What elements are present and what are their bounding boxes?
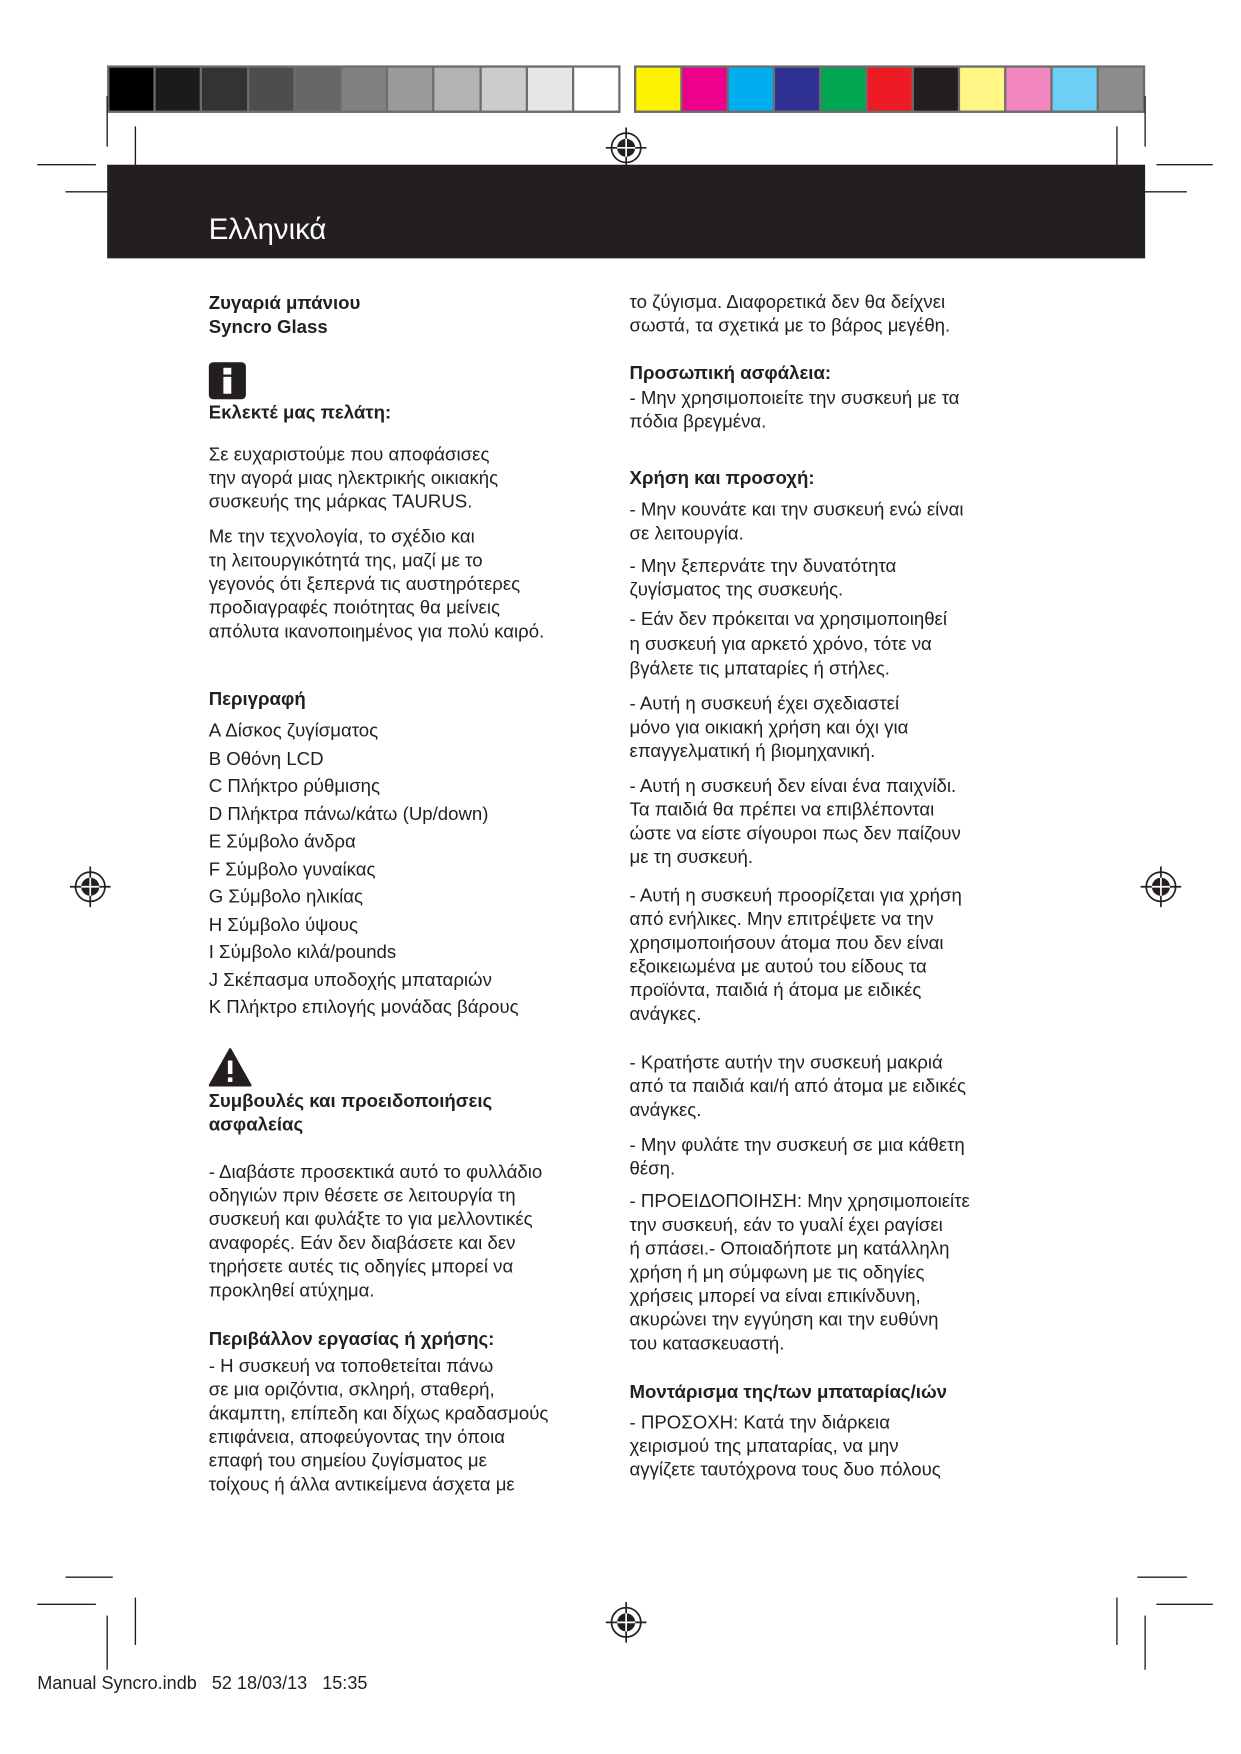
text-line: J Σκέπασμα υποδοχής μπαταριών: [208, 969, 492, 990]
text-line: σε λειτουργία.: [629, 523, 744, 544]
registration-mark-icon: [70, 866, 111, 907]
print-slug: Manual Syncro.indb 52 18/03/13 15:35: [37, 1674, 368, 1694]
safety-heading: [209, 1090, 492, 1137]
text-line: - Μην κουνάτε και την συσκευή ενώ είναι: [629, 499, 964, 521]
text-line: - ΠΡΟΣΟΧΗ: Κατά την διάρκεια: [629, 1412, 890, 1433]
registration-mark-icon: [606, 127, 647, 168]
text-line: - Μην χρησιμοποιείτε την συσκευή με τα: [629, 388, 960, 409]
text-line: I Σύμβολο κιλά/pounds: [208, 942, 397, 963]
personal-safety-heading: Προσωπική ασφάλεια:: [629, 363, 832, 384]
text-line: θέση.: [629, 1158, 676, 1179]
text-line: - Εάν δεν πρόκειται να χρησιμοποιηθεί: [629, 609, 948, 630]
text-line: το ζύγισμα. Διαφορετικά δεν θα δείχνει: [629, 292, 946, 313]
text-line: επαγγελματική ή βιομηχανική.: [629, 741, 876, 762]
description-heading: Περιγραφή: [208, 689, 306, 710]
text-line: - ΠΡΟΕΙΔΟΠΟΙΗΣΗ: Μην χρησιμοποιείτε: [629, 1191, 970, 1212]
text-line: ή σπάσει.- Οποιαδήποτε μη κατάλληλη: [629, 1238, 950, 1260]
text-line: Τα παιδιά θα πρέπει να επιβλέπονται: [629, 799, 935, 821]
description-list: [209, 718, 519, 1022]
text-line: ανάγκες.: [629, 1004, 702, 1025]
use-paragraph-1: [630, 499, 964, 546]
greeting-heading: Εκλεκτέ μας πελάτη:: [208, 402, 392, 424]
intro-paragraph-2: [209, 526, 545, 644]
text-line: Syncro Glass: [208, 317, 328, 338]
text-line: σε μια οριζόντια, σκληρή, σταθερή,: [208, 1379, 495, 1401]
personal-safety-paragraph: [630, 387, 960, 434]
text-line: ώστε να είστε σίγουροι πως δεν παίζουν: [629, 823, 961, 844]
warning-paragraph: [630, 1190, 970, 1356]
text-line: σωστά, τα σχετικά με το βάρος μεγέθη.: [629, 315, 951, 337]
use-paragraph-4: [630, 693, 909, 764]
text-line: από ενήλικες. Μην επιτρέψετε να την: [629, 909, 934, 930]
text-line: Ζυγαριά μπάνιου: [208, 293, 361, 314]
text-line: ακυρώνει την εγγύηση και την ευθύνη: [629, 1309, 939, 1331]
text-line: γεγονός ότι ξεπερνά τις αυστηρότερες: [208, 574, 521, 595]
use-paragraph-6: [630, 885, 962, 1027]
text-line: προδιαγραφές ποιότητας θα μείνεις: [208, 597, 500, 619]
text-line: D Πλήκτρα πάνω/κάτω (Up/down): [208, 803, 489, 825]
text-line: ασφαλείας: [208, 1114, 304, 1135]
use-paragraph-5: [630, 775, 961, 870]
text-line: G Σύμβολο ηλικίας: [208, 886, 364, 908]
text-line: Συμβουλές και προειδοποιήσεις: [208, 1090, 493, 1112]
text-line: B Οθόνη LCD: [208, 748, 324, 769]
use-paragraph-7: [630, 1051, 966, 1122]
text-line: - Αυτή η συσκευή έχει σχεδιαστεί: [629, 693, 900, 715]
info-icon: [209, 362, 246, 405]
text-line: απόλυτα ικανοποιημένος για πολύ καιρό.: [208, 621, 545, 642]
text-line: του κατασκευαστή.: [629, 1333, 785, 1354]
text-line: - Αυτή η συσκευή δεν είναι ένα παιχνίδι.: [629, 776, 957, 797]
language-header: [107, 165, 1145, 259]
text-line: άκαμπτη, επίπεδη και δίχως κραδασμούς: [208, 1403, 549, 1424]
text-line: οδηγιών πριν θέσετε σε λειτουργία τη: [208, 1185, 516, 1207]
text-line: πόδια βρεγμένα.: [629, 411, 767, 433]
text-line: από τα παιδιά και/ή από άτομα με ειδικές: [629, 1076, 966, 1097]
page-title: Ελληνικά: [208, 212, 327, 246]
text-line: F Σύμβολο γυναίκας: [208, 859, 376, 880]
use-paragraph-2: [630, 555, 897, 602]
text-line: χειρισμού της μπαταρίας, να μην: [629, 1436, 899, 1457]
text-line: βγάλετε τις μπαταρίες ή στήλες.: [629, 658, 890, 680]
battery-heading: Μοντάρισμα της/των μπαταρίας/ιών: [629, 1382, 948, 1403]
text-line: την αγορά μιας ηλεκτρικής οικιακής: [208, 468, 499, 489]
environment-heading: Περιβάλλον εργασίας ή χρήσης:: [208, 1329, 495, 1350]
text-line: K Πλήκτρο επιλογής μονάδας βάρους: [208, 997, 519, 1018]
text-line: προϊόντα, παιδιά ή άτομα με ειδικές: [629, 980, 922, 1001]
text-line: A Δίσκος ζυγίσματος: [208, 720, 379, 742]
text-line: τη λειτουργικότητά της, μαζί με το: [208, 550, 483, 571]
text-line: συσκευής της μάρκας TAURUS.: [208, 491, 473, 513]
text-line: την συσκευή, εάν το γυαλί έχει ραγίσει: [629, 1215, 943, 1236]
text-line: - Αυτή η συσκευή προορίζεται για χρήση: [629, 885, 962, 906]
text-line: Με την τεχνολογία, το σχέδιο και: [208, 526, 475, 548]
use-paragraph-8: [630, 1134, 965, 1181]
text-line: χρήσεις μπορεί να είναι επικίνδυνη,: [629, 1286, 921, 1307]
text-line: C Πλήκτρο ρύθμισης: [208, 776, 381, 797]
warning-icon: [209, 1048, 252, 1092]
text-line: E Σύμβολο άνδρα: [208, 831, 356, 852]
text-line: ζυγίσματος της συσκευής.: [629, 579, 844, 601]
text-line: - Μην ξεπερνάτε την δυνατότητα: [629, 556, 897, 577]
text-line: χρήση ή μη σύμφωνη με τις οδηγίες: [629, 1262, 925, 1283]
safety-paragraph: [209, 1161, 542, 1303]
text-line: H Σύμβολο ύψους: [208, 914, 358, 935]
environment-paragraph: [209, 1355, 549, 1497]
text-line: ανάγκες.: [629, 1099, 702, 1121]
text-line: - Διαβάστε προσεκτικά αυτό το φυλλάδιο: [208, 1162, 543, 1183]
text-line: η συσκευή για αρκετό χρόνο, τότε να: [629, 634, 932, 655]
text-line: προκληθεί ατύχημα.: [208, 1280, 375, 1301]
text-line: επιφάνεια, αποφεύγοντας την όποια: [208, 1427, 505, 1448]
registration-mark-icon: [1141, 866, 1182, 907]
product-title: [209, 292, 361, 339]
text-line: αγγίζετε ταυτόχρονα τους δυο πόλους: [629, 1459, 941, 1481]
text-line: εξοικειωμένα με αυτού του είδους τα: [629, 956, 927, 978]
use-care-heading: Χρήση και προσοχή:: [629, 468, 815, 489]
continued-paragraph: [630, 291, 951, 338]
text-line: με τη συσκευή.: [629, 847, 754, 868]
text-line: συσκευή και φυλάξτε το για μελλοντικές: [208, 1209, 533, 1230]
text-line: αναφορές. Εάν δεν διαβάσετε και δεν: [208, 1233, 516, 1254]
text-line: - Η συσκευή να τοποθετείται πάνω: [208, 1356, 494, 1377]
text-line: τοίχους ή άλλα αντικείμενα άσχετα με: [208, 1474, 515, 1495]
registration-mark-icon: [606, 1602, 647, 1643]
text-line: - Κρατήστε αυτήν την συσκευή μακριά: [629, 1052, 943, 1073]
text-line: Σε ευχαριστούμε που αποφάσισες: [208, 444, 490, 465]
text-line: μόνο για οικιακή χρήση και όχι για: [629, 717, 909, 738]
text-line: επαφή του σημείου ζυγίσματος με: [208, 1450, 487, 1472]
intro-paragraph-1: [209, 443, 498, 514]
text-line: - Μην φυλάτε την συσκευή σε μια κάθετη: [629, 1134, 965, 1156]
text-line: χρησιμοποιήσουν άτομα που δεν είναι: [629, 933, 944, 954]
text-line: τηρήσετε αυτές τις οδηγίες μπορεί να: [208, 1256, 514, 1278]
use-paragraph-3: [630, 607, 947, 681]
battery-paragraph: [630, 1411, 941, 1482]
